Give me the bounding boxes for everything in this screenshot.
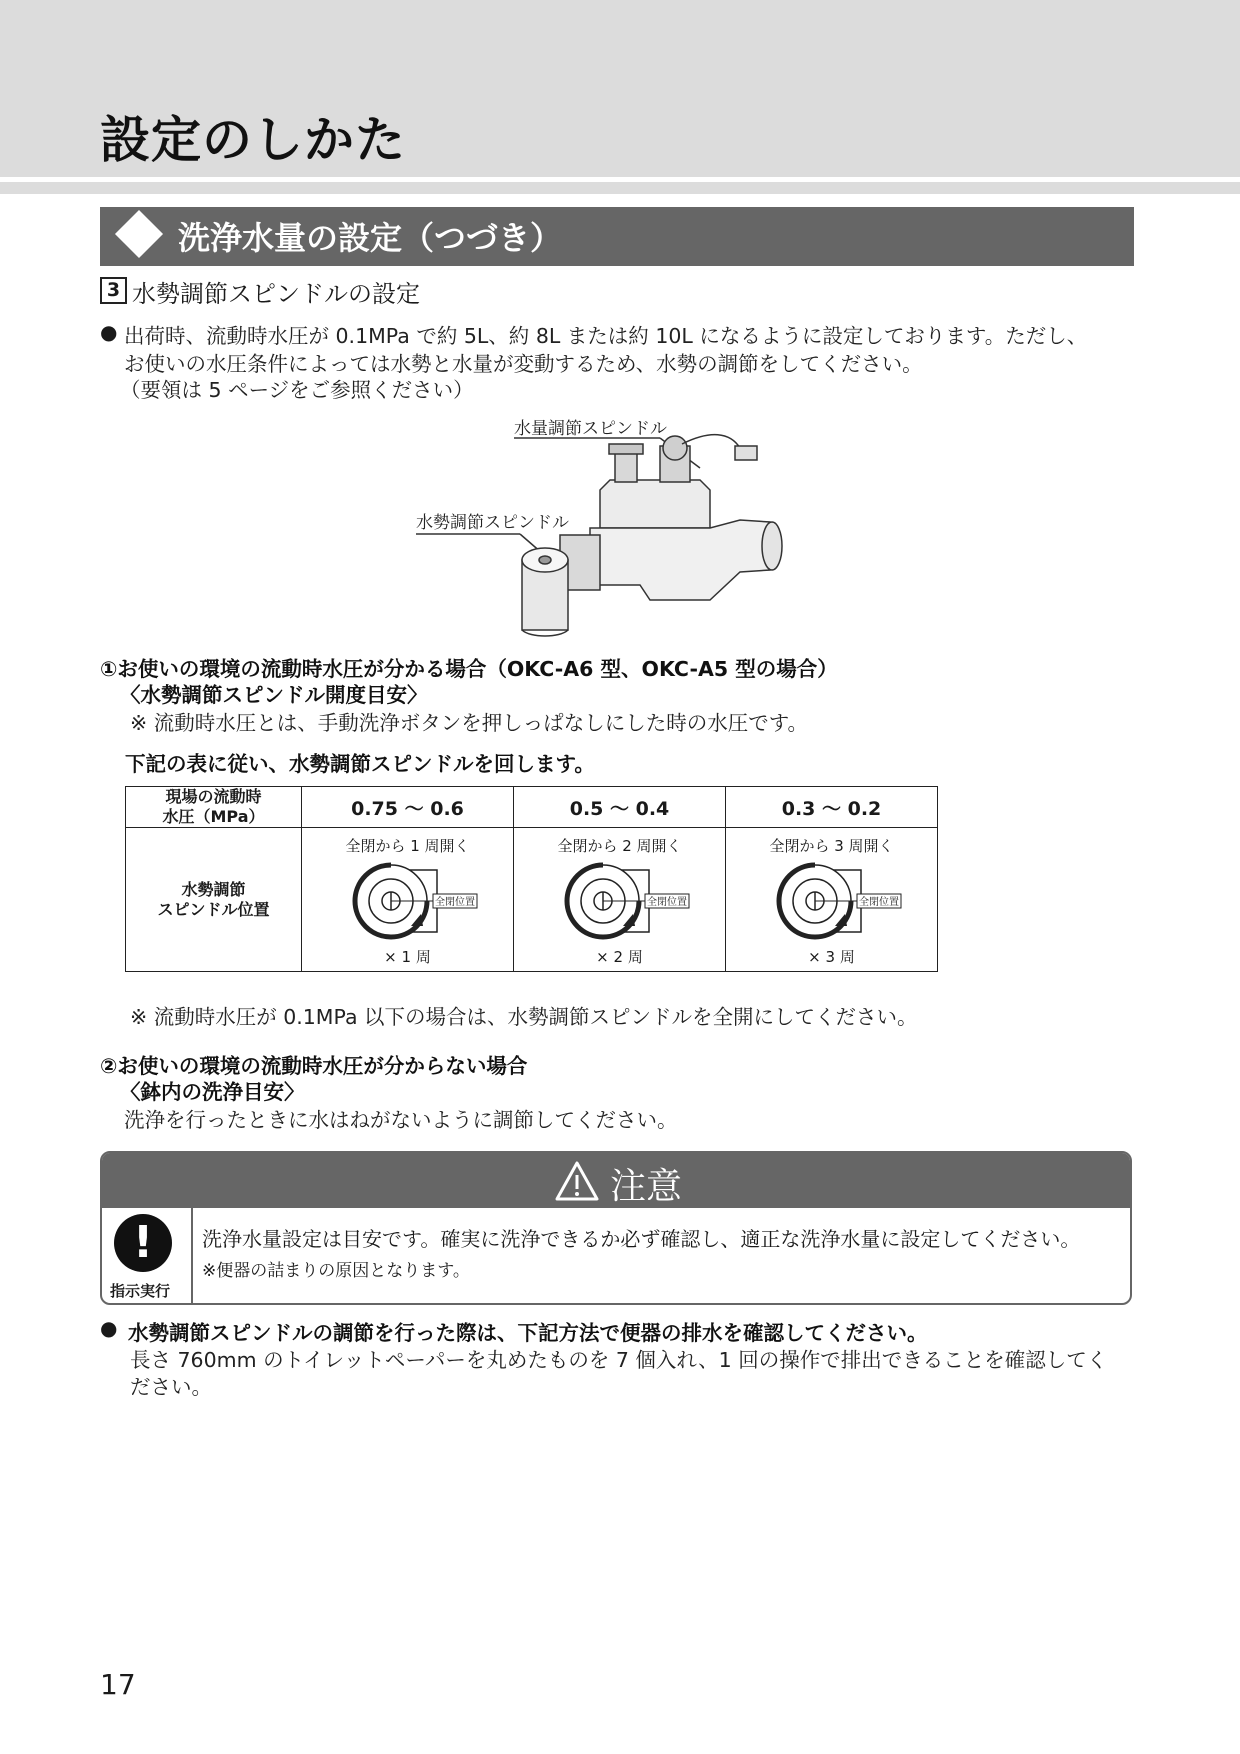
dial-open-2: 全閉から 2 周開く — [557, 836, 682, 855]
header-divider — [0, 182, 1240, 194]
pressure-value-1: 0.75 ～ 0.6 — [302, 787, 514, 828]
table-header-label — [126, 787, 302, 828]
dial-cell-3 — [726, 828, 938, 972]
spindle-table — [125, 786, 938, 972]
spindle-dial-icon — [333, 856, 483, 942]
table-position-row — [126, 828, 938, 972]
dial-open-3: 全閉から 3 周開く — [769, 836, 894, 855]
table-note: ※ 流動時水圧が 0.1MPa 以下の場合は、水勢調節スピンドルを全開にしてください。 — [130, 1005, 918, 1029]
table-header-row — [126, 787, 938, 828]
row-label-line1: 水勢調節 — [181, 879, 246, 899]
final-bullet: ● — [100, 1316, 118, 1340]
case2-text: 洗浄を行ったときに水はねがないように調節してください。 — [124, 1108, 678, 1132]
intro-bullet: ● — [100, 320, 118, 344]
pressure-value-3: 0.3 ～ 0.2 — [726, 787, 938, 828]
row-label-line2: スピンドル位置 — [157, 899, 270, 919]
case2-heading: ②お使いの環境の流動時水圧が分からない場合 — [100, 1054, 528, 1078]
dial-turns-1: × 1 周 — [384, 947, 431, 966]
caution-icon-panel — [102, 1208, 193, 1303]
case2-subheading: 〈鉢内の洗浄目安〉 — [120, 1080, 305, 1104]
final-line-2: ださい。 — [130, 1375, 212, 1399]
caution-text: 洗浄水量設定は目安です。確実に洗浄できるか必ず確認し、適正な洗浄水量に設定してください。 — [202, 1227, 1081, 1251]
dial-turns-3: × 3 周 — [808, 947, 855, 966]
spindle-dial-icon — [545, 856, 695, 942]
spindle-dial-icon — [757, 856, 907, 942]
subsection-title: 水勢調節スピンドルの設定 — [132, 280, 420, 308]
closed-position-label: 全閉位置 — [858, 896, 899, 908]
valve-illustration — [410, 410, 850, 640]
dial-cell-1 — [302, 828, 514, 972]
case1-subheading: 〈水勢調節スピンドル開度目安〉 — [120, 683, 428, 707]
dial-cell-2 — [514, 828, 726, 972]
intro-line-1: 出荷時、流動時水圧が 0.1MPa で約 5L、約 8L または約 10L になるように設定しております。ただし、 — [124, 324, 1088, 348]
caution-title: 注意 — [610, 1166, 683, 1207]
case1-instruction: 下記の表に従い、水勢調節スピンドルを回します。 — [125, 752, 595, 776]
page-number: 17 — [100, 1668, 136, 1701]
header-label-line1: 現場の流動時 — [165, 787, 262, 806]
intro-line-2: お使いの水圧条件によっては水勢と水量が変動するため、水勢の調節をしてください。 — [124, 352, 923, 376]
figure-label-pressure-spindle: 水勢調節スピンドル — [416, 513, 569, 533]
caution-subtext: ※便器の詰まりの原因となります。 — [202, 1261, 470, 1281]
exclamation-icon: ! — [114, 1214, 172, 1272]
caution-box — [100, 1151, 1132, 1305]
case1-note: ※ 流動時水圧とは、手動洗浄ボタンを押しっぱなしにした時の水圧です。 — [130, 711, 809, 735]
closed-position-label: 全閉位置 — [646, 896, 687, 908]
case1-heading: ①お使いの環境の流動時水圧が分かる場合（OKC-A6 型、OKC-A5 型の場合） — [100, 657, 838, 681]
page-title: 設定のしかた — [100, 111, 406, 169]
subsection-number: 3 — [100, 277, 127, 304]
figure-label-flow-spindle: 水量調節スピンドル — [514, 419, 667, 439]
intro-line-3: （要領は 5 ページをご参照ください） — [120, 378, 474, 402]
warning-triangle-icon — [554, 1160, 600, 1202]
table-row-label — [126, 828, 302, 972]
instruction-label: 指示実行 — [110, 1282, 171, 1300]
section-title: 洗浄水量の設定（つづき） — [178, 219, 563, 257]
pressure-value-2: 0.5 ～ 0.4 — [514, 787, 726, 828]
final-line-1: 長さ 760mm のトイレットペーパーを丸めたものを 7 個入れ、1 回の操作で排出できることを確認してく — [130, 1348, 1108, 1372]
dial-turns-2: × 2 周 — [596, 947, 643, 966]
closed-position-label: 全閉位置 — [434, 896, 475, 908]
dial-open-1: 全閉から 1 周開く — [345, 836, 470, 855]
final-heading: 水勢調節スピンドルの調節を行った際は、下記方法で便器の排水を確認してください。 — [128, 1321, 928, 1345]
header-label-line2: 水圧（MPa） — [162, 807, 265, 826]
